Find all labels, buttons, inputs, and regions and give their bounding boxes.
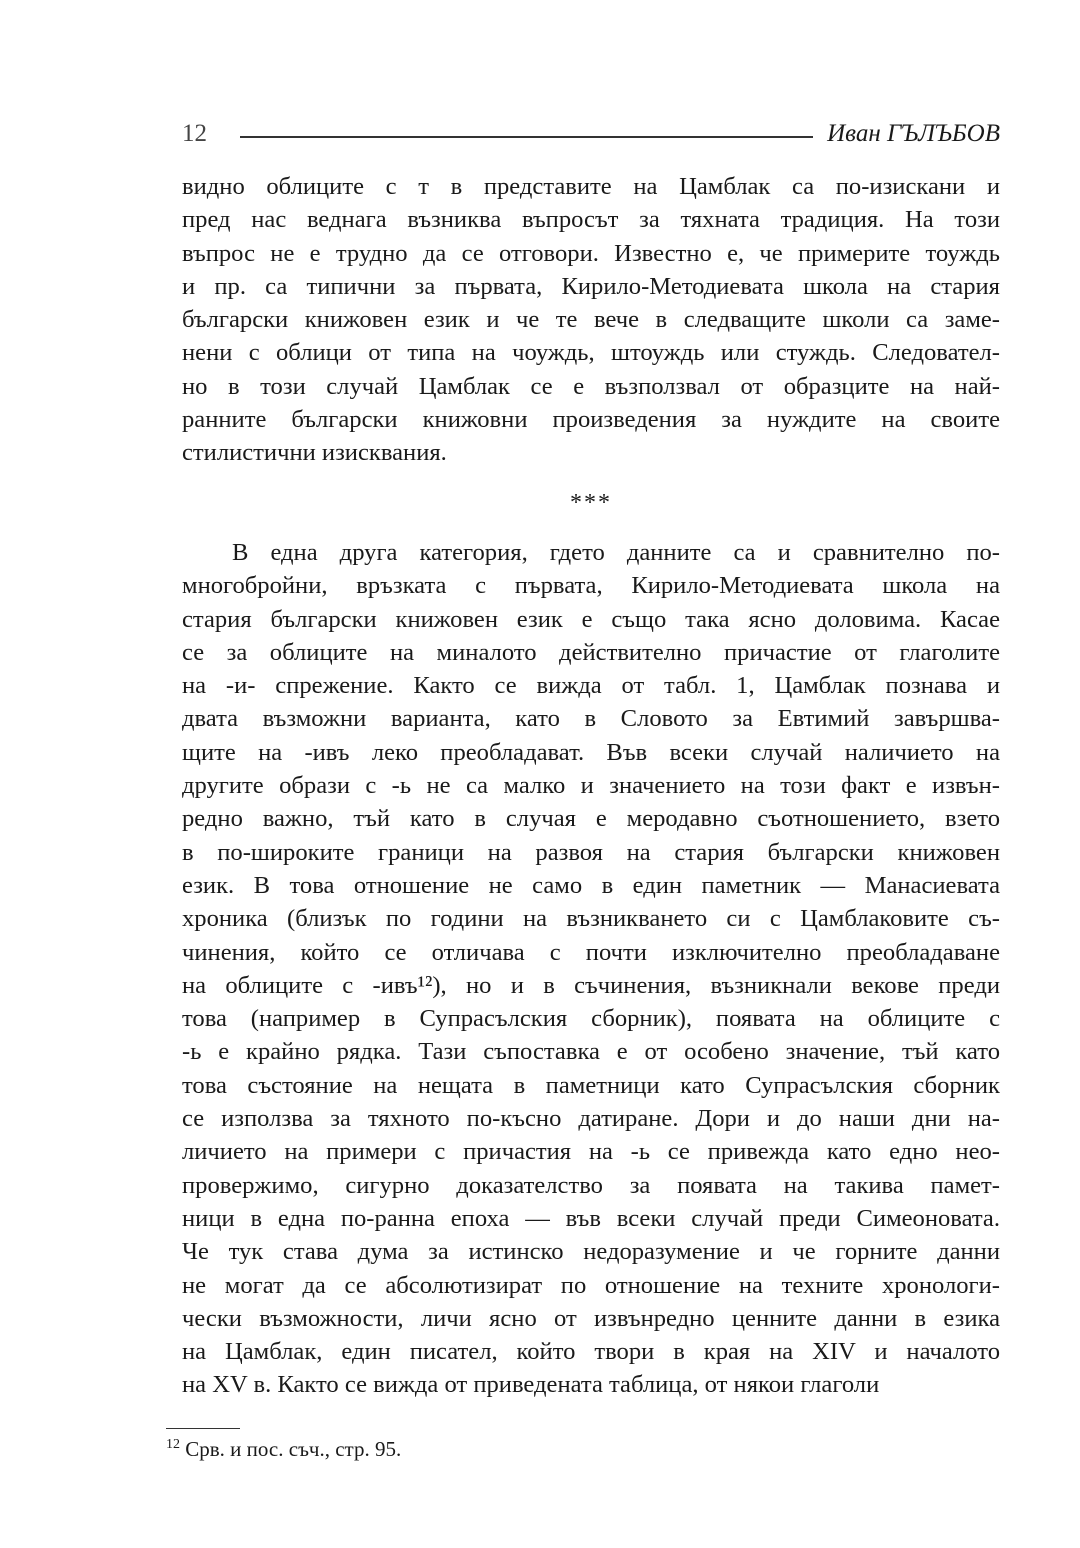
footnote-number: 12: [166, 1437, 180, 1452]
section-separator: ***: [570, 490, 612, 516]
text-line: видно облиците с т в представите на Цамблак са по-изискани и: [182, 173, 1000, 200]
text-line: и пр. са типични за първата, Кирило-Методиевата школа на стария: [182, 272, 1000, 300]
text-line: се за облиците на миналото действително причастие от глаголите: [182, 638, 1000, 666]
paragraph-2: [182, 536, 1000, 1402]
text-line: нени с облици от типа на чоуждь, штоуждь или стуждь. Следовател-: [182, 339, 1000, 367]
text-line: български книжовен език и че те вече в следващите школи са заме-: [182, 306, 1000, 334]
header-rule: [240, 136, 813, 138]
text-line: но в този случай Цамблак се е възползвал от образците на най-: [182, 372, 1000, 400]
text-line: щите на -ивъ леко преобладават. Във всеки случай наличието на: [182, 738, 1000, 766]
text-line: на Цамблак, един писател, който твори в края на XIV и началото: [182, 1338, 1000, 1366]
text-line: Че тук става дума за истинско недоразумение и че горните данни: [182, 1238, 1000, 1266]
text-line: въпрос не е трудно да се отговори. Известно е, че примерите тоуждь: [182, 239, 1000, 267]
text-line: -ь е крайно рядка. Тази съпоставка е от особено значение, тъй като: [182, 1038, 1000, 1066]
text-line: стария български книжовен език е също така ясно доловима. Касае: [182, 605, 1000, 633]
text-line: се използва за тяхното по-късно датиране. Дори и до наши дни на-: [182, 1105, 1000, 1133]
text-line: това състояние на нещата в паметници като Супрасълския сборник: [182, 1071, 1000, 1099]
text-line: това (например в Супрасълския сборник), появата на облиците с: [182, 1005, 1000, 1033]
text-line: многобройни, връзката с първата, Кирило-Методиевата школа на: [182, 572, 1000, 600]
paragraph-1: [182, 170, 1000, 470]
text-line: на облиците с -ивъ¹²), но и в съчинения, възникнали векове преди: [182, 971, 1000, 999]
text-line: хроника (близък по години на възникването си с Цамблаковите съ-: [182, 905, 1000, 933]
page-number: 12: [182, 120, 207, 147]
text-line: другите образи с -ь не са малко и значението на този факт е извън-: [182, 772, 1000, 800]
text-line: В една друга категория, гдето данните са и сравнително по-: [232, 539, 1000, 566]
text-line: език. В това отношение не само в един паметник — Манасиевата: [182, 871, 1000, 899]
text-line: чинения, който се отличава с почти изключително преобладаване: [182, 938, 1000, 966]
text-line: личието на примери с причастия на -ь се привежда като едно нео-: [182, 1138, 1000, 1166]
footnote-text: Срв. и пос. съч., стр. 95.: [185, 1437, 402, 1461]
text-line: на XV в. Както се вижда от приведената таблица, от някои глаголи: [182, 1371, 880, 1399]
text-line: редно важно, тъй като в случая е меродавно съотношението, взето: [182, 805, 1000, 833]
text-line: стилистични изисквания.: [182, 439, 447, 467]
text-line: в по-широките граници на развоя на стария български книжовен: [182, 838, 1000, 866]
text-line: чески възможности, личи ясно от извънредно ценните данни в езика: [182, 1304, 1000, 1332]
author-name: Иван ГЪЛЪБОВ: [827, 120, 1000, 147]
running-header: [182, 112, 1000, 156]
text-line: ници в една по-ранна епоха — във всеки случай преди Симеоновата.: [182, 1204, 1000, 1232]
text-line: не могат да се абсолютизират по отношение на техните хронологи-: [182, 1271, 1000, 1299]
text-line: ранните български книжовни произведения за нуждите на своите: [182, 406, 1000, 434]
footnote: [166, 1434, 401, 1464]
text-line: двата възможни варианта, като в Словото за Евтимий завършва-: [182, 705, 1000, 733]
text-line: пред нас веднага възниква въпросът за тяхната традиция. На този: [182, 206, 1000, 234]
footnote-rule: [166, 1428, 240, 1429]
text-line: на -и- спрежение. Както се вижда от табл. 1, Цамблак познава и: [182, 672, 1000, 700]
text-line: провержимо, сигурно доказателство за появата на такива памет-: [182, 1171, 1000, 1199]
